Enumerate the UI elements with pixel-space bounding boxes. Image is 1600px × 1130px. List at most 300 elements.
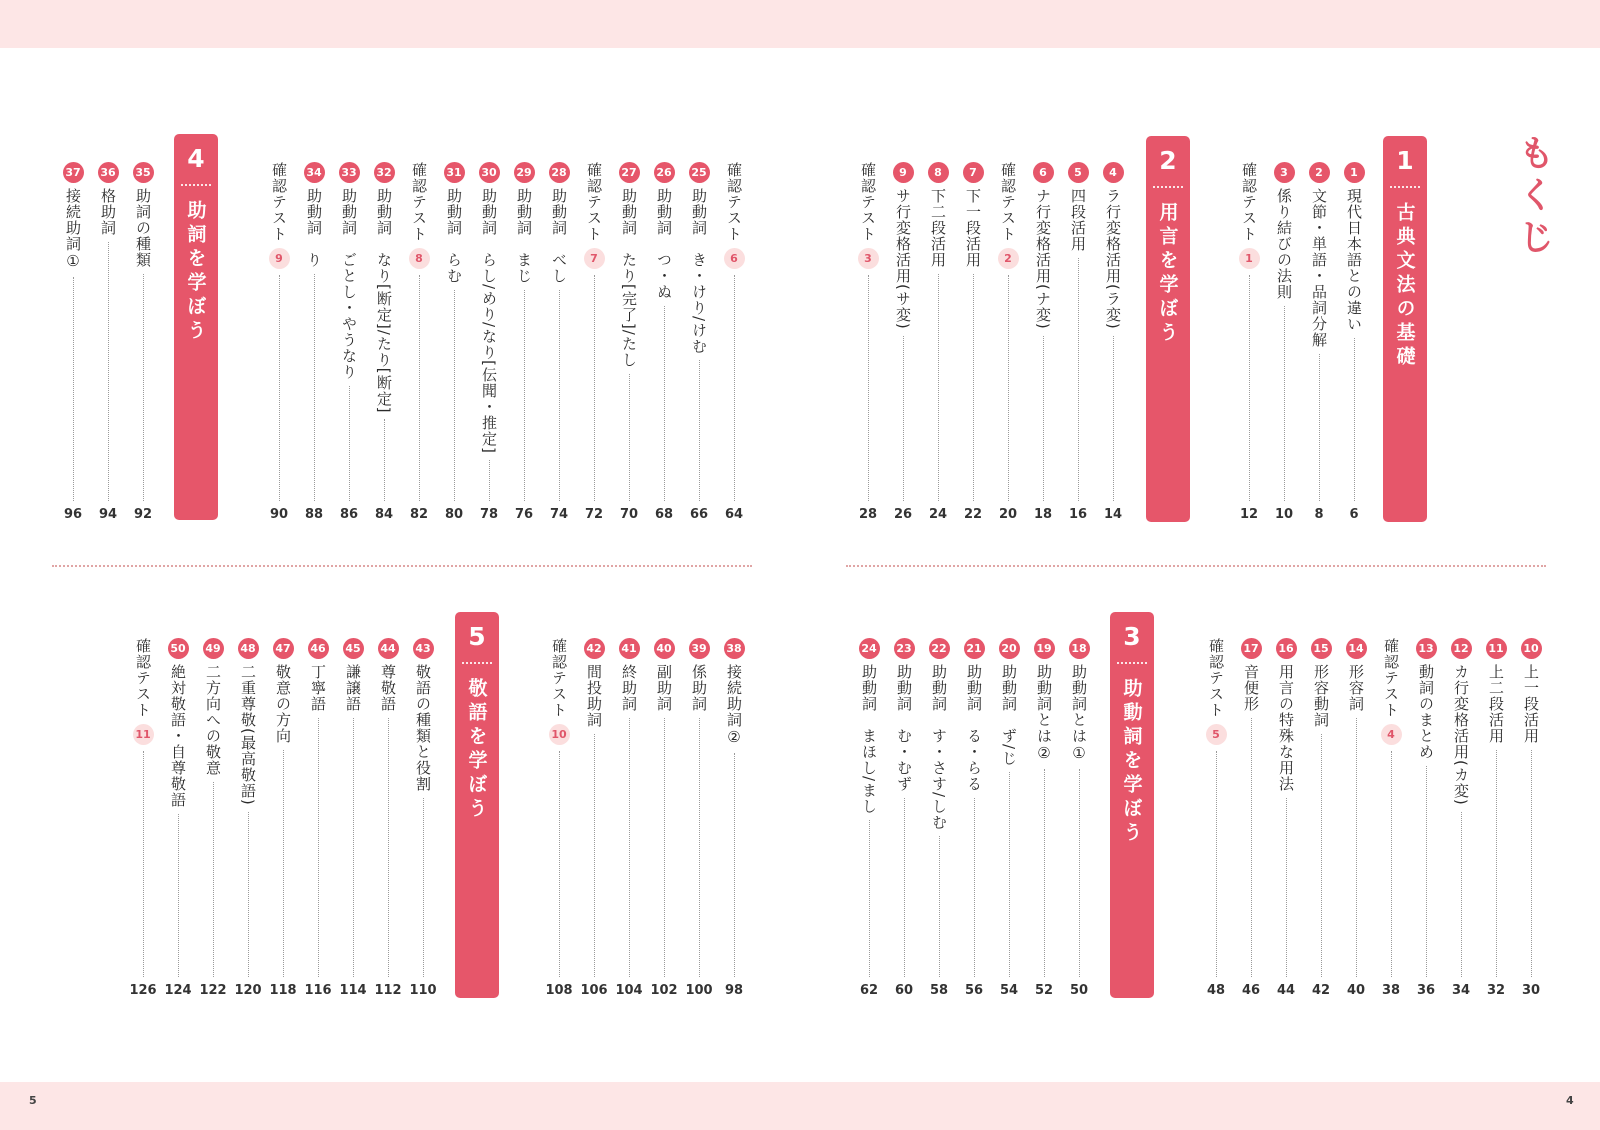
dotted-leader bbox=[1356, 718, 1357, 977]
page-number: 126 bbox=[129, 983, 157, 998]
lesson-number-badge: 15 bbox=[1311, 638, 1332, 659]
test-number-badge: 1 bbox=[1239, 248, 1260, 269]
chapter-dotted-rule bbox=[181, 184, 211, 186]
lesson-number-badge: 3 bbox=[1274, 162, 1295, 183]
lesson-number-badge: 11 bbox=[1486, 638, 1507, 659]
lesson-number-badge: 47 bbox=[273, 638, 294, 659]
dotted-leader bbox=[353, 718, 354, 977]
page-number: 86 bbox=[339, 507, 359, 522]
toc-entry[interactable] bbox=[373, 162, 395, 522]
dotted-leader bbox=[1321, 734, 1322, 977]
dotted-leader bbox=[1496, 750, 1497, 977]
chapter-dotted-rule bbox=[462, 662, 492, 664]
toc-entry[interactable] bbox=[963, 638, 985, 998]
toc-entry[interactable] bbox=[339, 638, 367, 998]
lesson-number-badge: 26 bbox=[654, 162, 675, 183]
toc-entry[interactable] bbox=[1273, 162, 1295, 522]
page-number: 118 bbox=[269, 983, 297, 998]
dotted-leader bbox=[524, 290, 525, 501]
test-title: 確認テスト bbox=[1382, 638, 1400, 718]
dotted-leader bbox=[423, 798, 424, 977]
lesson-title: 助動詞 る・らる bbox=[965, 664, 983, 792]
chapter-box bbox=[1110, 612, 1154, 998]
test-number-badge: 5 bbox=[1206, 724, 1227, 745]
page-number: 6 bbox=[1349, 507, 1359, 522]
toc-entry[interactable] bbox=[723, 162, 745, 522]
lesson-number-badge: 42 bbox=[584, 638, 605, 659]
bottom-band bbox=[0, 1082, 1600, 1130]
test-number-badge: 11 bbox=[133, 724, 154, 745]
lesson-title: 下一段活用 bbox=[964, 188, 982, 268]
dotted-leader bbox=[664, 306, 665, 501]
toc-entry[interactable] bbox=[1450, 638, 1472, 998]
page-number: 124 bbox=[164, 983, 192, 998]
lesson-title: 助動詞 む・むず bbox=[895, 664, 913, 792]
toc-entry[interactable] bbox=[1205, 638, 1227, 998]
lesson-title: 助動詞 ごとし・やうなり bbox=[340, 188, 358, 380]
lesson-title: 上二段活用 bbox=[1487, 664, 1505, 744]
toc-entry[interactable] bbox=[723, 638, 745, 998]
toc-entry[interactable] bbox=[1102, 162, 1124, 522]
page-number: 42 bbox=[1311, 983, 1331, 998]
dotted-leader bbox=[699, 360, 700, 501]
lesson-title: 助動詞 つ・ぬ bbox=[655, 188, 673, 300]
dotted-leader bbox=[283, 750, 284, 977]
test-title: 確認テスト bbox=[270, 162, 288, 242]
page-number: 20 bbox=[998, 507, 1018, 522]
right-page-number: 4 bbox=[1566, 1094, 1574, 1107]
lesson-title: 二重尊敬(最高敬語) bbox=[239, 664, 257, 806]
toc-entry[interactable] bbox=[893, 638, 915, 998]
dotted-leader bbox=[903, 336, 904, 501]
chapter-box bbox=[1146, 136, 1190, 522]
toc-entry[interactable] bbox=[1032, 162, 1054, 522]
lesson-number-badge: 46 bbox=[308, 638, 329, 659]
dotted-leader bbox=[594, 734, 595, 977]
lesson-number-badge: 7 bbox=[963, 162, 984, 183]
dotted-leader bbox=[1044, 769, 1045, 977]
chapter-dotted-rule bbox=[1390, 186, 1420, 188]
lesson-title: 助動詞 り bbox=[305, 188, 323, 268]
page-number: 100 bbox=[685, 983, 713, 998]
page-number: 108 bbox=[545, 983, 573, 998]
lesson-title: 間投助詞 bbox=[585, 664, 603, 728]
page-number: 52 bbox=[1034, 983, 1054, 998]
toc-entry[interactable] bbox=[1033, 638, 1055, 998]
lesson-title: カ行変格活用(カ変) bbox=[1452, 664, 1470, 806]
dotted-leader bbox=[1216, 751, 1217, 977]
dotted-leader bbox=[973, 274, 974, 501]
lesson-title: 助動詞 まじ bbox=[515, 188, 533, 284]
page-number: 114 bbox=[339, 983, 367, 998]
page-number: 32 bbox=[1486, 983, 1506, 998]
page-number: 26 bbox=[893, 507, 913, 522]
lesson-number-badge: 21 bbox=[964, 638, 985, 659]
toc-entry[interactable] bbox=[1238, 162, 1260, 522]
page-number: 34 bbox=[1451, 983, 1471, 998]
toc-entry[interactable] bbox=[374, 638, 402, 998]
dotted-leader bbox=[559, 290, 560, 501]
toc-entry[interactable] bbox=[132, 162, 154, 522]
chapter-number: 3 bbox=[1123, 622, 1141, 651]
page-number: 74 bbox=[549, 507, 569, 522]
test-title: 確認テスト bbox=[859, 162, 877, 242]
lesson-title: 敬語の種類と役割 bbox=[414, 664, 432, 792]
toc-entry[interactable] bbox=[1485, 638, 1507, 998]
page-number: 50 bbox=[1069, 983, 1089, 998]
toc-entry[interactable] bbox=[650, 638, 678, 998]
toc-entry[interactable] bbox=[618, 162, 640, 522]
lesson-title: 形容詞 bbox=[1347, 664, 1365, 712]
lesson-title: 音便形 bbox=[1242, 664, 1260, 712]
lesson-number-badge: 50 bbox=[168, 638, 189, 659]
lesson-title: 助動詞 ず/じ bbox=[1000, 664, 1018, 767]
toc-entry[interactable] bbox=[998, 638, 1020, 998]
lesson-number-badge: 22 bbox=[929, 638, 950, 659]
dotted-leader bbox=[73, 277, 74, 501]
dotted-leader bbox=[314, 274, 315, 501]
dotted-leader bbox=[1249, 275, 1250, 501]
toc-entry[interactable] bbox=[580, 638, 608, 998]
dotted-leader bbox=[1461, 812, 1462, 977]
lesson-number-badge: 13 bbox=[1416, 638, 1437, 659]
lesson-number-badge: 40 bbox=[654, 638, 675, 659]
test-number-badge: 7 bbox=[584, 248, 605, 269]
toc-entry[interactable] bbox=[1067, 162, 1089, 522]
lesson-title: ナ行変格活用(ナ変) bbox=[1034, 188, 1052, 330]
lesson-title: 現代日本語との違い bbox=[1345, 188, 1363, 332]
toc-entry[interactable] bbox=[1068, 638, 1090, 998]
toc-entry[interactable] bbox=[892, 162, 914, 522]
dotted-leader bbox=[734, 753, 735, 977]
dotted-leader bbox=[1284, 306, 1285, 501]
page-number: 36 bbox=[1416, 983, 1436, 998]
dotted-leader bbox=[279, 275, 280, 501]
lesson-number-badge: 8 bbox=[928, 162, 949, 183]
chapter-dotted-rule bbox=[1117, 662, 1147, 664]
lesson-title: 下二段活用 bbox=[929, 188, 947, 268]
lesson-number-badge: 35 bbox=[133, 162, 154, 183]
page-number: 8 bbox=[1314, 507, 1324, 522]
dotted-leader bbox=[869, 820, 870, 977]
test-number-badge: 4 bbox=[1381, 724, 1402, 745]
lesson-title: 格助詞 bbox=[99, 188, 117, 236]
lesson-title: 尊敬語 bbox=[379, 664, 397, 712]
lesson-number-badge: 23 bbox=[894, 638, 915, 659]
page-number: 48 bbox=[1206, 983, 1226, 998]
lesson-title: 助動詞 す・さす/しむ bbox=[930, 664, 948, 831]
dotted-leader bbox=[664, 718, 665, 977]
lesson-title: 助動詞 たり[完了]/たし bbox=[620, 188, 638, 368]
dotted-leader bbox=[143, 274, 144, 501]
chapter-title: 用言を学ぼう bbox=[1156, 202, 1179, 346]
chapter-title: 敬語を学ぼう bbox=[465, 678, 488, 822]
toc-entry[interactable] bbox=[1415, 638, 1437, 998]
toc-entry[interactable] bbox=[688, 162, 710, 522]
lesson-title: 謙譲語 bbox=[344, 664, 362, 712]
dotted-leader bbox=[1251, 718, 1252, 977]
test-number-badge: 9 bbox=[269, 248, 290, 269]
dotted-leader bbox=[629, 718, 630, 977]
page-number: 76 bbox=[514, 507, 534, 522]
toc-entry[interactable] bbox=[1275, 638, 1297, 998]
page-number: 56 bbox=[964, 983, 984, 998]
lesson-number-badge: 32 bbox=[374, 162, 395, 183]
dotted-leader bbox=[974, 798, 975, 977]
lesson-title: 副助詞 bbox=[655, 664, 673, 712]
dotted-leader bbox=[1113, 336, 1114, 501]
lesson-number-badge: 5 bbox=[1068, 162, 1089, 183]
chapter-box bbox=[455, 612, 499, 998]
toc-entry[interactable] bbox=[653, 162, 675, 522]
dotted-leader bbox=[904, 798, 905, 977]
dotted-leader bbox=[1009, 772, 1010, 977]
lesson-number-badge: 44 bbox=[378, 638, 399, 659]
page-number: 14 bbox=[1103, 507, 1123, 522]
page-number: 80 bbox=[444, 507, 464, 522]
test-number-badge: 8 bbox=[409, 248, 430, 269]
chapter-number: 5 bbox=[468, 622, 486, 651]
toc-entry[interactable] bbox=[304, 638, 332, 998]
page-number: 84 bbox=[374, 507, 394, 522]
lesson-number-badge: 30 bbox=[479, 162, 500, 183]
test-title: 確認テスト bbox=[1240, 162, 1258, 242]
toc-entry[interactable] bbox=[1345, 638, 1367, 998]
page-number: 88 bbox=[304, 507, 324, 522]
lesson-title: 助動詞とは① bbox=[1070, 664, 1088, 763]
right-divider bbox=[846, 565, 1546, 567]
toc-entry[interactable] bbox=[997, 162, 1019, 522]
page-number: 44 bbox=[1276, 983, 1296, 998]
page-number: 98 bbox=[724, 983, 744, 998]
page-number: 82 bbox=[409, 507, 429, 522]
dotted-leader bbox=[939, 836, 940, 977]
lesson-title: 助動詞とは② bbox=[1035, 664, 1053, 763]
page-number: 64 bbox=[724, 507, 744, 522]
toc-entry[interactable] bbox=[928, 638, 950, 998]
toc-entry[interactable] bbox=[234, 638, 262, 998]
lesson-title: 用言の特殊な用法 bbox=[1277, 664, 1295, 792]
toc-entry[interactable] bbox=[583, 162, 605, 522]
page-number: 46 bbox=[1241, 983, 1261, 998]
page-number: 24 bbox=[928, 507, 948, 522]
page-number: 92 bbox=[133, 507, 153, 522]
page-number: 40 bbox=[1346, 983, 1366, 998]
lesson-number-badge: 6 bbox=[1033, 162, 1054, 183]
test-number-badge: 3 bbox=[858, 248, 879, 269]
dotted-leader bbox=[178, 814, 179, 977]
page-number: 122 bbox=[199, 983, 227, 998]
toc-entry[interactable] bbox=[269, 638, 297, 998]
dotted-leader bbox=[248, 812, 249, 977]
dotted-leader bbox=[1079, 769, 1080, 977]
dotted-leader bbox=[1531, 750, 1532, 977]
dotted-leader bbox=[384, 419, 385, 501]
page-title: もくじ bbox=[1513, 134, 1554, 260]
toc-entry[interactable] bbox=[303, 162, 325, 522]
page-number: 16 bbox=[1068, 507, 1088, 522]
dotted-leader bbox=[1043, 336, 1044, 501]
dotted-leader bbox=[213, 782, 214, 977]
toc-entry[interactable] bbox=[927, 162, 949, 522]
dotted-leader bbox=[1391, 751, 1392, 977]
test-title: 確認テスト bbox=[725, 162, 743, 242]
dotted-leader bbox=[1286, 798, 1287, 977]
lesson-number-badge: 38 bbox=[724, 638, 745, 659]
page-number: 62 bbox=[859, 983, 879, 998]
toc-entry[interactable] bbox=[858, 638, 880, 998]
lesson-number-badge: 2 bbox=[1309, 162, 1330, 183]
test-title: 確認テスト bbox=[1207, 638, 1225, 718]
top-band bbox=[0, 0, 1600, 48]
toc-entry[interactable] bbox=[548, 162, 570, 522]
lesson-number-badge: 45 bbox=[343, 638, 364, 659]
dotted-leader bbox=[1319, 354, 1320, 501]
left-page-number: 5 bbox=[29, 1094, 37, 1107]
test-title: 確認テスト bbox=[585, 162, 603, 242]
dotted-leader bbox=[489, 460, 490, 501]
toc-entry[interactable] bbox=[97, 162, 119, 522]
lesson-title: サ行変格活用(サ変) bbox=[894, 188, 912, 330]
lesson-title: 助動詞 らむ bbox=[445, 188, 463, 284]
lesson-title: 終助詞 bbox=[620, 664, 638, 712]
lesson-number-badge: 41 bbox=[619, 638, 640, 659]
toc-entry[interactable] bbox=[545, 638, 573, 998]
page-number: 90 bbox=[269, 507, 289, 522]
page-number: 54 bbox=[999, 983, 1019, 998]
lesson-number-badge: 28 bbox=[549, 162, 570, 183]
lesson-title: 上一段活用 bbox=[1522, 664, 1540, 744]
lesson-title: ラ行変格活用(ラ変) bbox=[1104, 188, 1122, 330]
toc-entry[interactable] bbox=[615, 638, 643, 998]
dotted-leader bbox=[734, 275, 735, 501]
chapter-number: 4 bbox=[187, 144, 205, 173]
dotted-leader bbox=[388, 718, 389, 977]
toc-entry[interactable] bbox=[478, 162, 500, 522]
toc-entry[interactable] bbox=[1240, 638, 1262, 998]
lesson-title: 絶対敬語・自尊敬語 bbox=[169, 664, 187, 808]
lesson-number-badge: 12 bbox=[1451, 638, 1472, 659]
lesson-title: 助動詞 まほし/まし bbox=[860, 664, 878, 815]
lesson-number-badge: 18 bbox=[1069, 638, 1090, 659]
toc-entry[interactable] bbox=[338, 162, 360, 522]
left-divider bbox=[52, 565, 752, 567]
page-number: 12 bbox=[1239, 507, 1259, 522]
page-number: 66 bbox=[689, 507, 709, 522]
lesson-number-badge: 25 bbox=[689, 162, 710, 183]
page-number: 102 bbox=[650, 983, 678, 998]
lesson-title: 係り結びの法則 bbox=[1275, 188, 1293, 300]
dotted-leader bbox=[1426, 766, 1427, 977]
lesson-number-badge: 10 bbox=[1521, 638, 1542, 659]
toc-entry[interactable] bbox=[62, 162, 84, 522]
page-number: 106 bbox=[580, 983, 608, 998]
toc-entry[interactable] bbox=[443, 162, 465, 522]
chapter-dotted-rule bbox=[1153, 186, 1183, 188]
lesson-number-badge: 4 bbox=[1103, 162, 1124, 183]
lesson-number-badge: 36 bbox=[98, 162, 119, 183]
lesson-title: 助動詞 らし/めり/なり[伝聞・推定] bbox=[480, 188, 498, 454]
lesson-number-badge: 1 bbox=[1344, 162, 1365, 183]
page-number: 22 bbox=[963, 507, 983, 522]
dotted-leader bbox=[594, 275, 595, 501]
lesson-title: 助動詞 き・けり/けむ bbox=[690, 188, 708, 355]
lesson-number-badge: 37 bbox=[63, 162, 84, 183]
page-number: 28 bbox=[858, 507, 878, 522]
chapter-title: 助動詞を学ぼう bbox=[1120, 678, 1143, 846]
test-title: 確認テスト bbox=[410, 162, 428, 242]
test-number-badge: 6 bbox=[724, 248, 745, 269]
lesson-title: 助動詞 なり[断定]/たり[断定] bbox=[375, 188, 393, 414]
dotted-leader bbox=[1354, 338, 1355, 501]
dotted-leader bbox=[699, 718, 700, 977]
toc-entry[interactable] bbox=[857, 162, 879, 522]
lesson-title: 助詞の種類 bbox=[134, 188, 152, 268]
lesson-title: 接続助詞② bbox=[725, 664, 743, 747]
chapter-number: 2 bbox=[1159, 146, 1177, 175]
toc-entry[interactable] bbox=[268, 162, 290, 522]
lesson-number-badge: 9 bbox=[893, 162, 914, 183]
dotted-leader bbox=[1008, 275, 1009, 501]
chapter-box bbox=[1383, 136, 1427, 522]
toc-entry[interactable] bbox=[513, 162, 535, 522]
toc-entry[interactable] bbox=[199, 638, 227, 998]
test-title: 確認テスト bbox=[999, 162, 1017, 242]
chapter-title: 助詞を学ぼう bbox=[184, 200, 207, 344]
page-number: 104 bbox=[615, 983, 643, 998]
lesson-title: 丁寧語 bbox=[309, 664, 327, 712]
page-number: 38 bbox=[1381, 983, 1401, 998]
dotted-leader bbox=[318, 718, 319, 977]
toc-entry[interactable] bbox=[962, 162, 984, 522]
lesson-title: 形容動詞 bbox=[1312, 664, 1330, 728]
page-number: 110 bbox=[409, 983, 437, 998]
toc-entry[interactable] bbox=[1343, 162, 1365, 522]
toc-entry[interactable] bbox=[685, 638, 713, 998]
toc-entry[interactable] bbox=[1310, 638, 1332, 998]
dotted-leader bbox=[868, 275, 869, 501]
lesson-number-badge: 49 bbox=[203, 638, 224, 659]
toc-entry[interactable] bbox=[1520, 638, 1542, 998]
page-number: 116 bbox=[304, 983, 332, 998]
test-title: 確認テスト bbox=[134, 638, 152, 718]
page-number: 120 bbox=[234, 983, 262, 998]
test-title: 確認テスト bbox=[550, 638, 568, 718]
lesson-title: 係助詞 bbox=[690, 664, 708, 712]
lesson-title: 文節・単語・品詞分解 bbox=[1310, 188, 1328, 348]
toc-entry[interactable] bbox=[1380, 638, 1402, 998]
page-number: 112 bbox=[374, 983, 402, 998]
lesson-number-badge: 24 bbox=[859, 638, 880, 659]
toc-entry[interactable] bbox=[129, 638, 157, 998]
dotted-leader bbox=[349, 386, 350, 501]
lesson-number-badge: 43 bbox=[413, 638, 434, 659]
lesson-number-badge: 20 bbox=[999, 638, 1020, 659]
toc-entry[interactable] bbox=[1308, 162, 1330, 522]
dotted-leader bbox=[938, 274, 939, 501]
toc-entry[interactable] bbox=[408, 162, 430, 522]
toc-entry[interactable] bbox=[164, 638, 192, 998]
lesson-number-badge: 33 bbox=[339, 162, 360, 183]
test-number-badge: 10 bbox=[549, 724, 570, 745]
lesson-number-badge: 34 bbox=[304, 162, 325, 183]
lesson-number-badge: 39 bbox=[689, 638, 710, 659]
chapter-box bbox=[174, 134, 218, 520]
lesson-title: 動詞のまとめ bbox=[1417, 664, 1435, 760]
dotted-leader bbox=[629, 374, 630, 501]
page-number: 70 bbox=[619, 507, 639, 522]
toc-entry[interactable] bbox=[409, 638, 437, 998]
